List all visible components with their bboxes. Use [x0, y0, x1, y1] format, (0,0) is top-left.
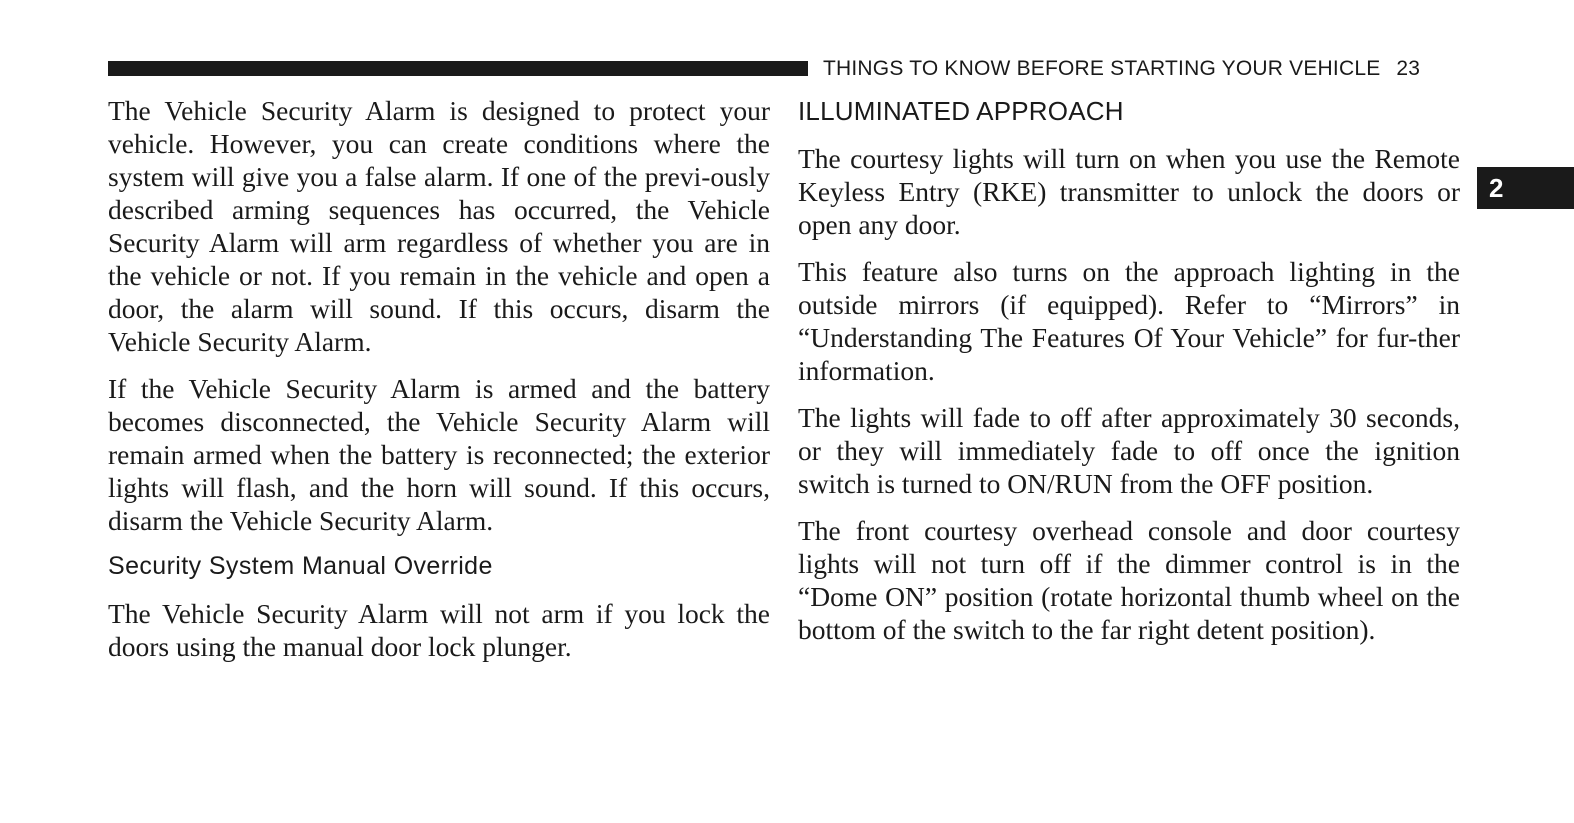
approach-lighting-paragraph: This feature also turns on the approach lighting in the outside mirrors (if equipped). Refer to “Mirrors” in “Understanding The Features Of Your Vehicle” for fur-ther information.: [798, 256, 1460, 386]
running-header: [823, 57, 1463, 81]
battery-paragraph: If the Vehicle Security Alarm is armed and the battery becomes disconnected, the Vehicle Security Alarm will remain armed when the battery is reconnected; the exterior lights will flash, and the horn will sound. If this occurs, disarm the Vehicle Security Alarm.: [108, 373, 770, 536]
manual-override-paragraph: The Vehicle Security Alarm will not arm if you lock the doors using the manual door lock plunger.: [108, 598, 770, 662]
dimmer-control-paragraph: The front courtesy overhead console and door courtesy lights will not turn off if the dimmer control is in the “Dome ON” position (rotate horizontal thumb wheel on the bottom of the switch to the far right detent position).: [798, 515, 1460, 645]
page-number: 23: [1396, 57, 1421, 80]
courtesy-lights-paragraph: The courtesy lights will turn on when you use the Remote Keyless Entry (RKE) transmitter to unlock the doors or open any door.: [798, 143, 1460, 240]
header-rule: [108, 61, 808, 76]
left-column: [108, 94, 770, 677]
alarm-intro-paragraph: The Vehicle Security Alarm is designed to protect your vehicle. However, you can create conditions where the system will give you a false alarm. If one of the previ-ously described arming sequences has occurred, the Vehicle Security Alarm will arm regardless of whether you are in the vehicle or not. If you remain in the vehicle and open a door, the alarm will sound. If this occurs, disarm the Vehicle Security Alarm.: [108, 95, 770, 357]
chapter-tab-label: 2: [1489, 173, 1504, 203]
illuminated-approach-heading: ILLUMINATED APPROACH: [798, 96, 1124, 126]
fade-timing-paragraph: The lights will fade to off after approximately 30 seconds, or they will immediately fade to off once the ignition switch is turned to ON/RUN from the OFF position.: [798, 402, 1460, 499]
manual-override-heading: Security System Manual Override: [108, 552, 493, 580]
running-title: THINGS TO KNOW BEFORE STARTING YOUR VEHICLE: [823, 57, 1381, 80]
right-column: [798, 94, 1460, 660]
chapter-tab: [1477, 167, 1574, 209]
